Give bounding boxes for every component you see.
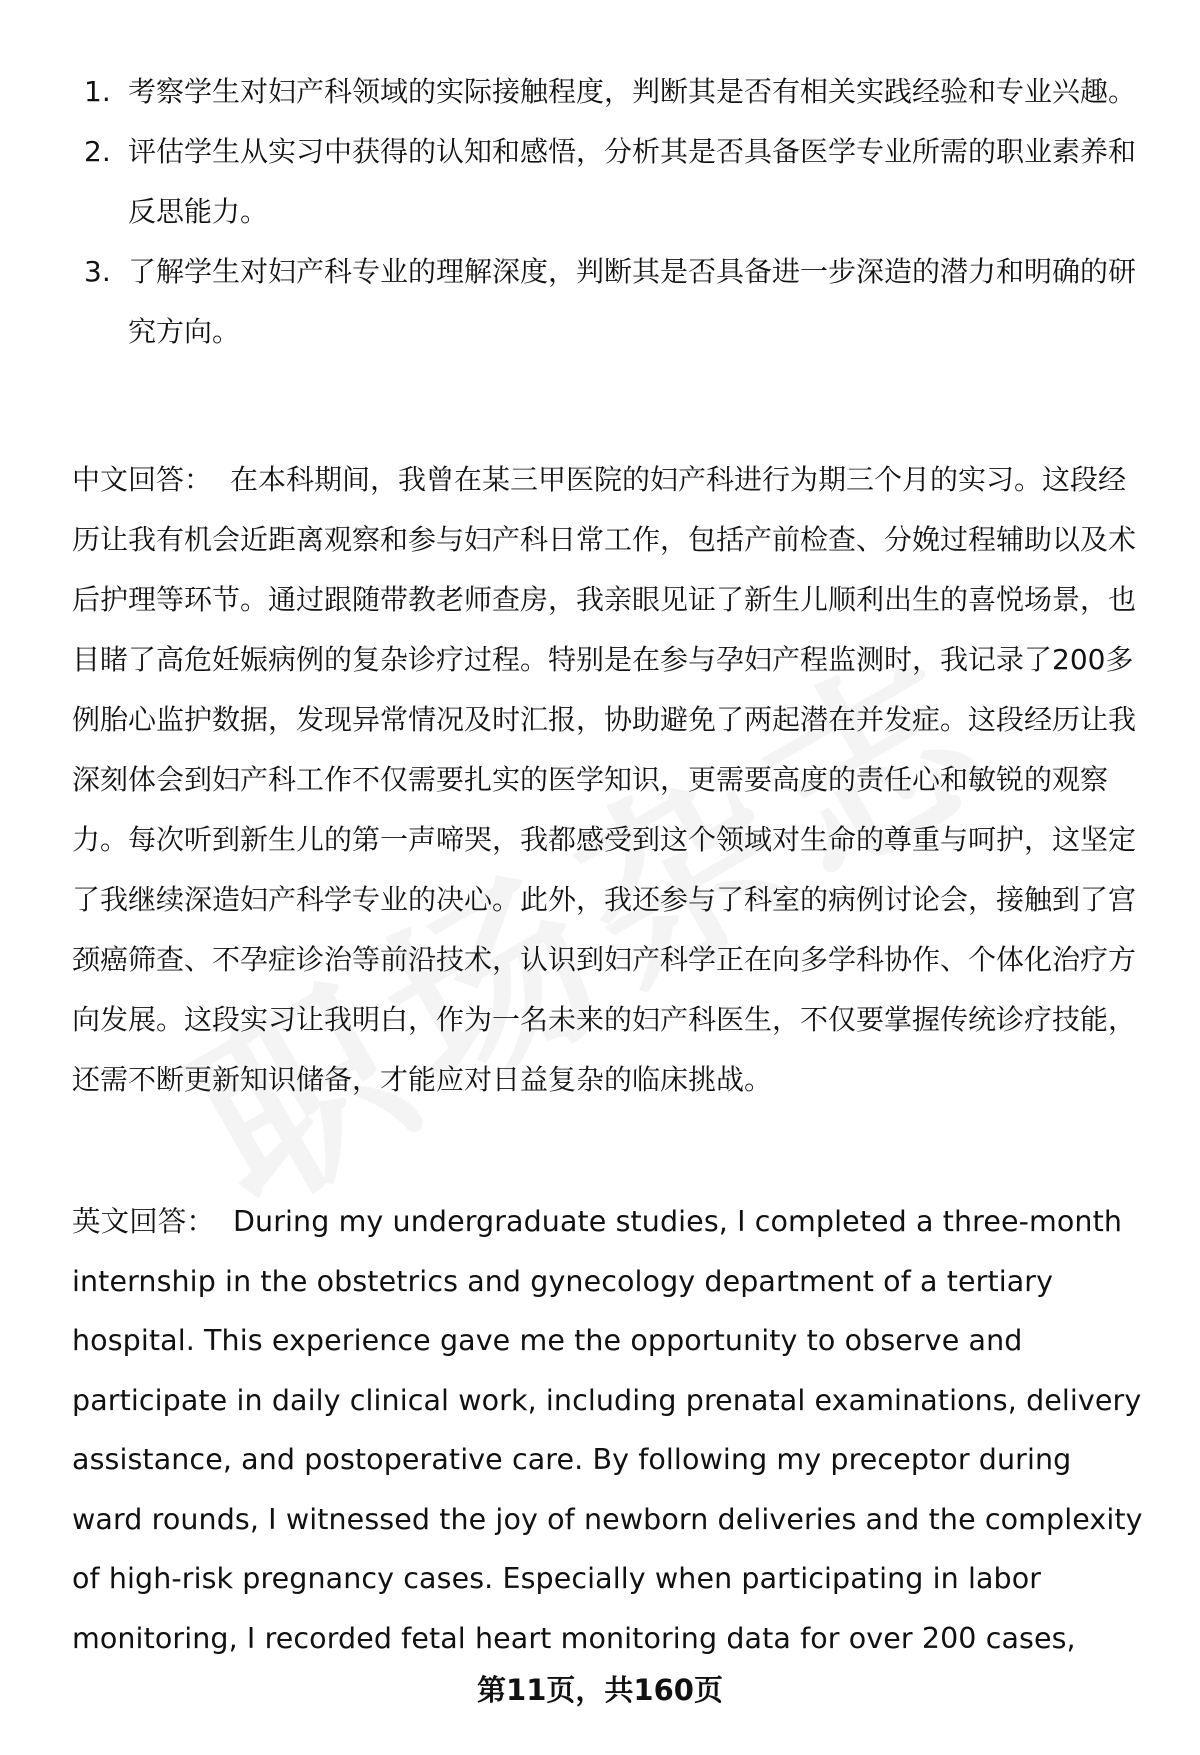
objectives-list — [72, 62, 1152, 362]
chinese-answer-label: 中文回答： — [72, 463, 213, 496]
list-item — [72, 122, 1152, 242]
list-item-text: 评估学生从实习中获得的认知和感悟，分析其是否具备医学专业所需的职业素养和反思能力。 — [128, 135, 1137, 228]
page-footer: 第11页，共160页 — [477, 1673, 723, 1707]
list-item — [72, 62, 1152, 122]
list-item-text: 考察学生对妇产科领域的实际接触程度，判断其是否有相关实践经验和专业兴趣。 — [128, 75, 1137, 108]
list-item — [72, 242, 1152, 362]
english-answer-label: 英文回答： — [72, 1205, 216, 1238]
list-item-number: 3. — [84, 255, 111, 288]
english-answer-text: During my undergraduate studies, I completed a three-month internship in the obstetrics and gynecology department of a tertiary hospital. This experience gave me the opportunity to observe and participate in daily clinical work, including prenatal examinations, delivery assistance, and postoperative care. By following my preceptor during ward rounds, I witnessed the joy of newborn deliveries and the complexity of high-risk pregnancy cases. Especially when participating in labor monitoring, I recorded fetal heart monitoring data for over 200 cases, — [72, 1205, 1143, 1655]
list-item-text: 了解学生对妇产科专业的理解深度，判断其是否具备进一步深造的潜力和明确的研究方向。 — [128, 255, 1137, 348]
list-item-number: 1. — [84, 75, 111, 108]
chinese-answer-paragraph — [72, 450, 1148, 1110]
english-answer-paragraph — [72, 1192, 1148, 1668]
list-item-number: 2. — [84, 135, 111, 168]
chinese-answer-text: 在本科期间，我曾在某三甲医院的妇产科进行为期三个月的实习。这段经历让我有机会近距离观察和参与妇产科日常工作，包括产前检查、分娩过程辅助以及术后护理等环节。通过跟随带教老师查房，我亲眼见证了新生儿顺利出生的喜悦场景，也目睹了高危妊娠病例的复杂诊疗过程。特别是在参与孕妇产程监测时，我记录了200多例胎心监护数据，发现异常情况及时汇报，协助避免了两起潜在并发症。这段经历让我深刻体会到妇产科工作不仅需要扎实的医学知识，更需要高度的责任心和敏锐的观察力。每次听到新生儿的第一声啼哭，我都感受到这个领域对生命的尊重与呵护，这坚定了我继续深造妇产科学专业的决心。此外，我还参与了科室的病例讨论会，接触到了宫颈癌筛查、不孕症诊治等前沿技术，认识到妇产科学正在向多学科协作、个体化治疗方向发展。这段实习让我明白，作为一名未来的妇产科医生，不仅要掌握传统诊疗技能，还需不断更新知识储备，才能应对日益复杂的临床挑战。 — [72, 463, 1137, 1096]
